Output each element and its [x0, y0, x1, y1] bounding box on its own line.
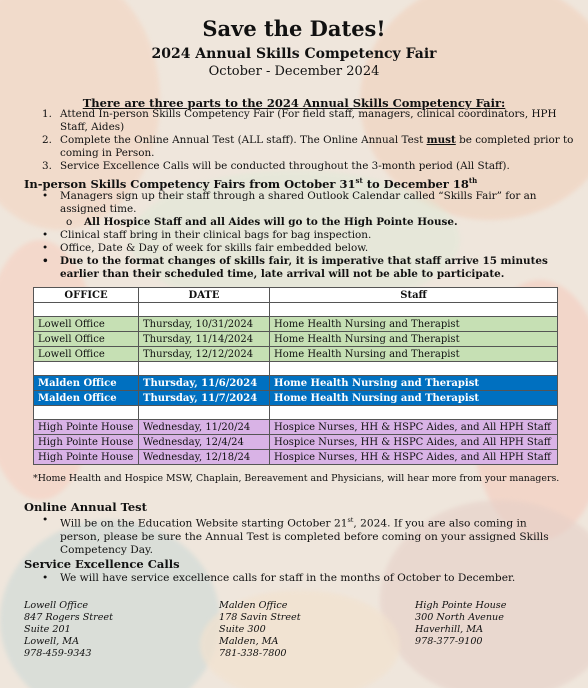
- cell-date: Wednesday, 12/4/24: [139, 435, 270, 450]
- cell-date: Wednesday, 11/20/24: [139, 420, 270, 435]
- date-range: October - December 2024: [208, 64, 380, 79]
- address-high-pointe: [415, 600, 506, 648]
- list-item: [42, 190, 582, 216]
- heading-text: to December 18: [362, 176, 469, 191]
- page-subtitle: 2024 Annual Skills Competency Fair: [151, 46, 437, 62]
- schedule-table: [33, 287, 558, 465]
- address-line: 300 North Avenue: [415, 612, 504, 623]
- cell-office: Lowell Office: [34, 332, 139, 347]
- cell-date: Thursday, 11/7/2024: [139, 391, 270, 406]
- cell-staff: Home Health Nursing and Therapist: [270, 332, 558, 347]
- bullet-icon: •: [42, 514, 49, 526]
- cell-office: High Pointe House: [34, 420, 139, 435]
- list-item: [42, 216, 582, 229]
- spacer-row: [34, 362, 558, 376]
- heading-text: In-person Skills Competency Fairs from October 31: [24, 176, 356, 191]
- list-number: 2.: [42, 134, 52, 146]
- table-row: [34, 420, 558, 435]
- cell-date: Wednesday, 12/18/24: [139, 450, 270, 465]
- table-header-row: [34, 288, 558, 303]
- list-item: [42, 514, 562, 557]
- bullet-icon: •: [42, 190, 49, 202]
- address-line: Suite 300: [219, 624, 266, 635]
- bullet-icon: •: [42, 572, 49, 584]
- cell-staff: Home Health Nursing and Therapist: [270, 391, 558, 406]
- cell-staff: Hospice Nurses, HH & HSPC Aides, and All HPH Staff: [270, 450, 558, 465]
- list-item: [42, 108, 582, 134]
- table-row: [34, 317, 558, 332]
- address-line: High Pointe House: [415, 600, 507, 611]
- cell-office: Lowell Office: [34, 347, 139, 362]
- list-item-text: Attend In-person Skills Competency Fair (For field staff, managers, clinical coordinators, HPH Staff, Aides): [60, 108, 557, 133]
- page-title: Save the Dates!: [202, 16, 386, 41]
- service-calls-list: [42, 572, 562, 585]
- emphasis-text: must: [426, 134, 456, 146]
- table-row: [34, 376, 558, 391]
- text-sup: st: [347, 516, 354, 524]
- header-office: OFFICE: [34, 288, 139, 303]
- header-date: DATE: [139, 288, 270, 303]
- bullet-icon: •: [42, 229, 49, 241]
- cell-staff: Home Health Nursing and Therapist: [270, 317, 558, 332]
- online-test-list: [42, 514, 562, 557]
- address-line: Malden Office: [219, 600, 288, 611]
- parts-list: [42, 108, 582, 173]
- service-calls-heading: Service Excellence Calls: [24, 557, 180, 571]
- cell-office: Lowell Office: [34, 317, 139, 332]
- spacer-row: [34, 406, 558, 420]
- spacer-row: [34, 303, 558, 317]
- address-line: 847 Rogers Street: [24, 612, 113, 623]
- table-row: [34, 332, 558, 347]
- cell-staff: Home Health Nursing and Therapist: [270, 347, 558, 362]
- list-item-text: Managers sign up their staff through a shared Outlook Calendar called “Skills Fair” for an assigned time.: [60, 190, 537, 215]
- bullet-icon: •: [42, 242, 49, 254]
- cell-staff: Hospice Nurses, HH & HSPC Aides, and All HPH Staff: [270, 435, 558, 450]
- header-staff: Staff: [270, 288, 558, 303]
- list-item-text: Complete the Online Annual Test (ALL staff). The Online Annual Test: [60, 134, 427, 146]
- address-line: 978-459-9343: [24, 648, 92, 659]
- list-item-text: be completed prior to coming in Person.: [60, 134, 574, 159]
- address-malden: [219, 600, 301, 660]
- list-item-text: , 2024. If you are also coming in person, please be sure the Annual Test is completed before coming on your assigned Skills Competency Day.: [60, 517, 549, 556]
- list-item-text: Office, Date & Day of week for skills fair embedded below.: [60, 242, 369, 254]
- inperson-list: [42, 190, 582, 281]
- address-line: Haverhill, MA: [415, 624, 484, 635]
- list-item-text: All Hospice Staff and all Aides will go to the High Pointe House.: [84, 216, 458, 228]
- list-item-text: We will have service excellence calls for staff in the months of October to December.: [60, 572, 516, 584]
- address-line: 178 Savin Street: [219, 612, 301, 623]
- list-number: 1.: [42, 108, 52, 120]
- list-item: [42, 242, 582, 255]
- address-line: Lowell Office: [24, 600, 89, 611]
- cell-staff: Home Health Nursing and Therapist: [270, 376, 558, 391]
- cell-date: Thursday, 11/14/2024: [139, 332, 270, 347]
- table-row: [34, 391, 558, 406]
- heading-sup: th: [468, 176, 478, 185]
- cell-office: High Pointe House: [34, 435, 139, 450]
- list-item: [42, 134, 582, 160]
- parts-heading: There are three parts to the 2024 Annual Skills Competency Fair:: [82, 96, 506, 110]
- cell-date: Thursday, 12/12/2024: [139, 347, 270, 362]
- address-line: Lowell, MA: [24, 636, 80, 647]
- list-item-text: Service Excellence Calls will be conducted throughout the 3-month period (All Staff).: [60, 160, 510, 172]
- table-row: [34, 347, 558, 362]
- table-row: [34, 450, 558, 465]
- list-item: [42, 572, 562, 585]
- cell-date: Thursday, 10/31/2024: [139, 317, 270, 332]
- address-line: 781-338-7800: [219, 648, 287, 659]
- bullet-icon: o: [66, 216, 73, 228]
- list-item-text: Will be on the Education Website starting October 21: [60, 517, 348, 530]
- list-item: [42, 255, 582, 281]
- cell-office: Malden Office: [34, 376, 139, 391]
- cell-office: High Pointe House: [34, 450, 139, 465]
- list-item-text: Due to the format changes of skills fair, it is imperative that staff arrive 15 minutes earlier than their scheduled time, late arrival will not be able to participate.: [60, 255, 548, 280]
- cell-staff: Hospice Nurses, HH & HSPC Aides, and All HPH Staff: [270, 420, 558, 435]
- bullet-icon: •: [42, 255, 49, 267]
- list-item: [42, 160, 582, 173]
- list-item-text: Clinical staff bring in their clinical bags for bag inspection.: [60, 229, 372, 241]
- list-item: [42, 229, 582, 242]
- cell-office: Malden Office: [34, 391, 139, 406]
- address-line: Malden, MA: [219, 636, 279, 647]
- list-number: 3.: [42, 160, 52, 172]
- table-footnote: *Home Health and Hospice MSW, Chaplain, Bereavement and Physicians, will hear more from your managers.: [33, 473, 560, 484]
- cell-date: Thursday, 11/6/2024: [139, 376, 270, 391]
- table-row: [34, 435, 558, 450]
- address-lowell: [24, 600, 113, 660]
- heading-sup: st: [355, 176, 363, 185]
- inperson-heading: [24, 176, 477, 191]
- address-line: Suite 201: [24, 624, 71, 635]
- address-line: 978-377-9100: [415, 636, 483, 647]
- online-test-heading: Online Annual Test: [24, 500, 147, 514]
